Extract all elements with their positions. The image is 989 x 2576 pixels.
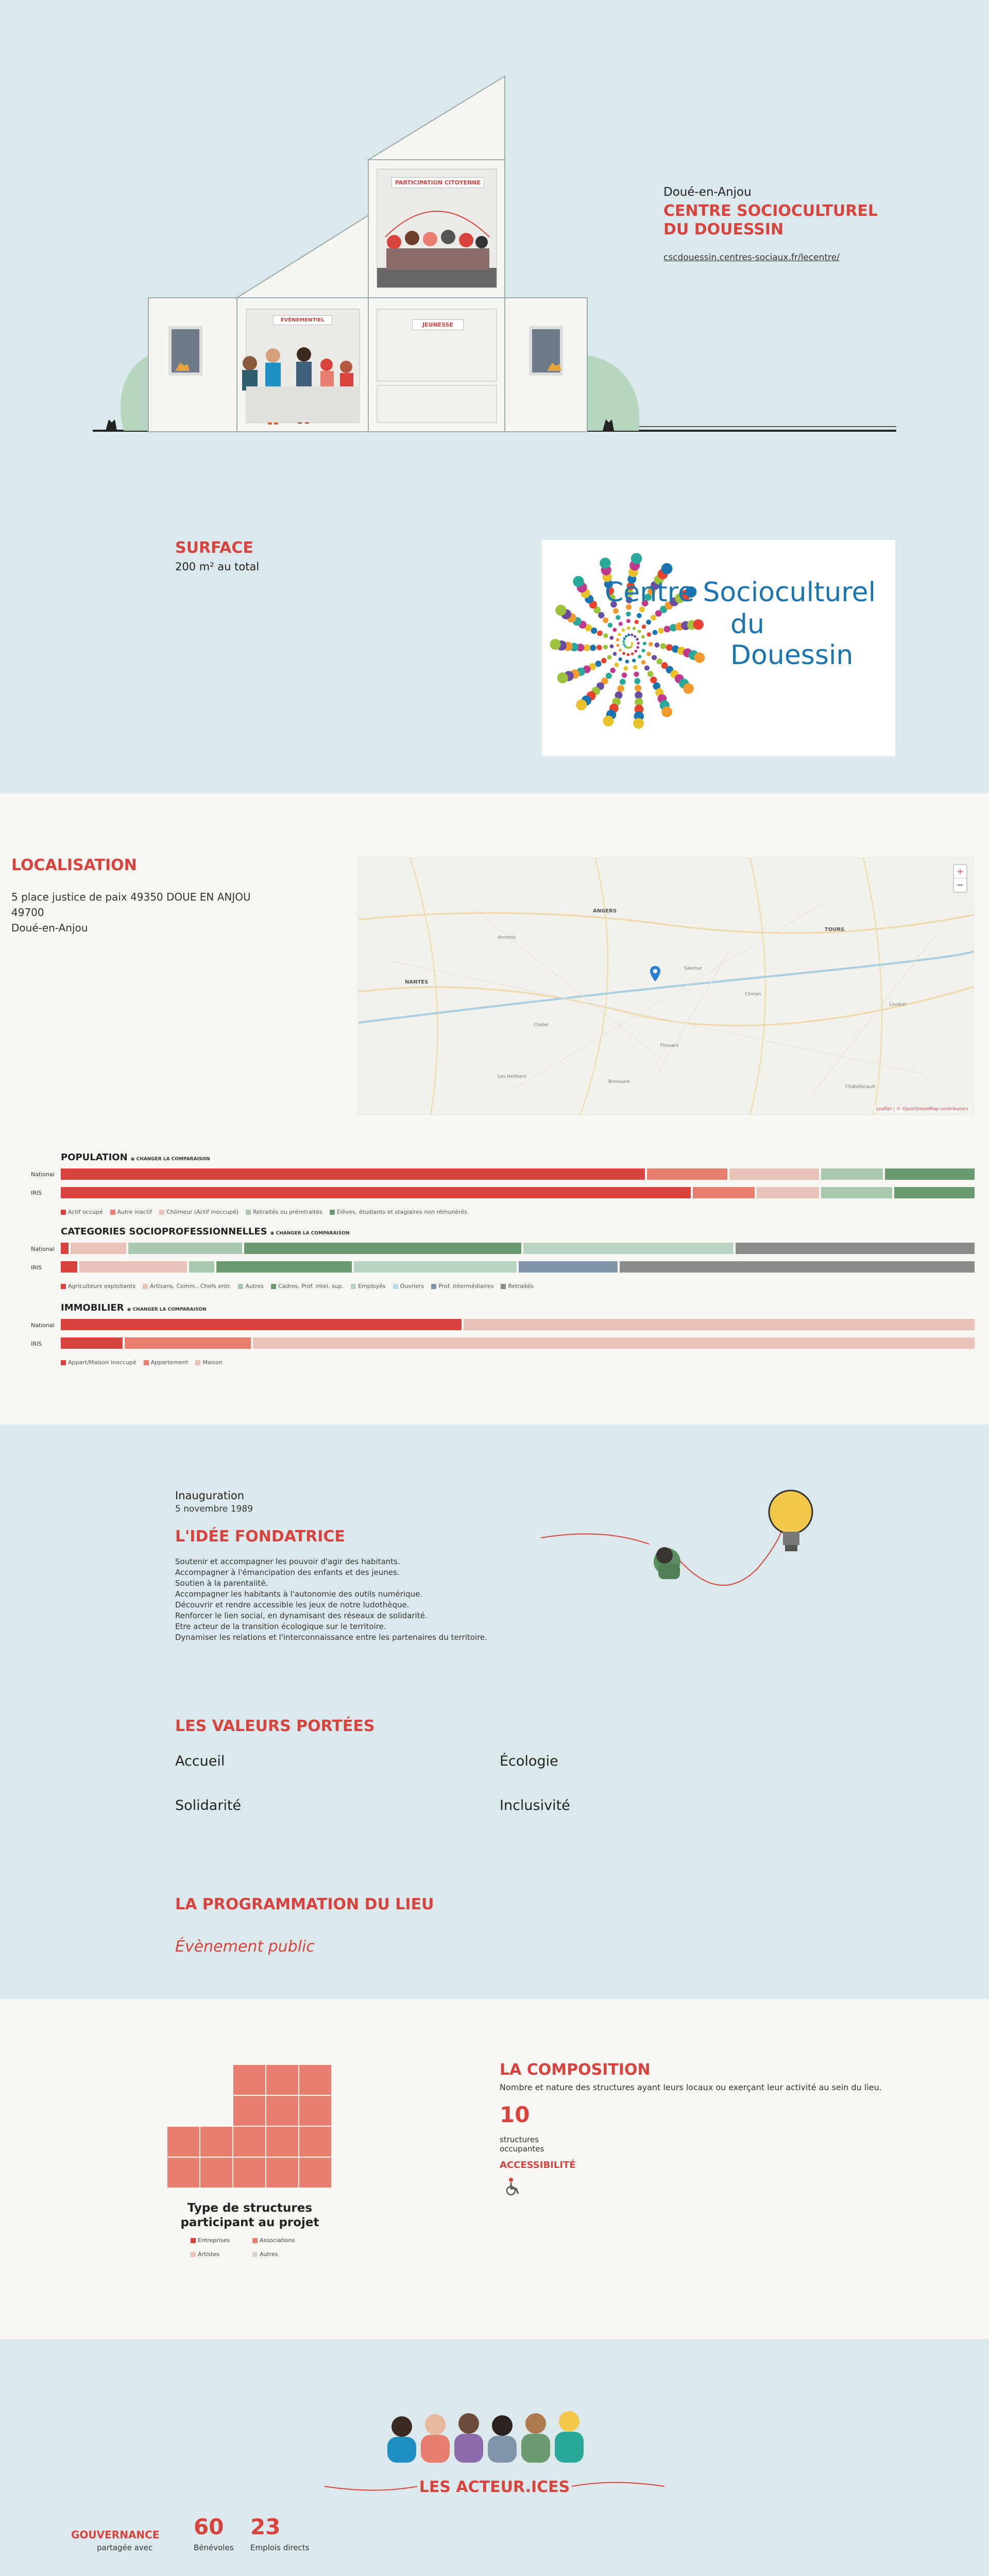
ideas-section bbox=[0, 1425, 989, 1999]
legend-label: Prof. intermédiaires bbox=[438, 1283, 494, 1290]
waffle-cell bbox=[266, 2096, 298, 2126]
hero-section bbox=[0, 0, 989, 474]
bar-segment[interactable] bbox=[647, 1168, 729, 1180]
bar-segment[interactable] bbox=[354, 1261, 519, 1273]
bar-segment[interactable] bbox=[729, 1168, 821, 1180]
immobilier-title-text: IMMOBILIER bbox=[61, 1302, 124, 1313]
map-city-tours: TOURS bbox=[825, 927, 845, 933]
legend-swatch bbox=[110, 1210, 115, 1215]
legend-label: Artisans, Comm., Chefs entr. bbox=[149, 1283, 231, 1290]
legend-item bbox=[501, 1283, 533, 1290]
map-roads bbox=[359, 858, 974, 1115]
idea-line: Dynamiser les relations et l'interconnaissance entre les partenaires du territoire. bbox=[175, 1633, 487, 1642]
population-row-label-iris: IRIS bbox=[31, 1190, 42, 1196]
bar-segment[interactable] bbox=[216, 1261, 354, 1273]
legend-swatch bbox=[246, 1210, 251, 1215]
immobilier-bar-national bbox=[61, 1319, 977, 1330]
house-label-participation: PARTICIPATION CITOYENNE bbox=[391, 177, 484, 188]
emplois-label: Emplois directs bbox=[250, 2543, 310, 2552]
map-city-chinon: Chinon bbox=[745, 992, 761, 997]
waffle-cell bbox=[167, 2127, 199, 2157]
structures-count-label-line2: occupantes bbox=[500, 2144, 544, 2154]
idea-text bbox=[175, 1556, 487, 1643]
map-city-saumur: Saumur bbox=[684, 966, 703, 971]
csp-row-label-iris: IRIS bbox=[31, 1264, 42, 1271]
bar-segment[interactable] bbox=[693, 1187, 757, 1198]
bar-segment[interactable] bbox=[253, 1337, 977, 1349]
legend-label: Retraités bbox=[508, 1283, 534, 1290]
structures-legend bbox=[191, 2237, 314, 2258]
legend-item bbox=[144, 1359, 189, 1366]
legend-item bbox=[191, 2251, 252, 2258]
idea-line: Soutenir et accompagner les pouvoir d'agir des habitants. bbox=[175, 1557, 400, 1566]
immobilier-row-label-iris: IRIS bbox=[31, 1341, 42, 1347]
legend-swatch bbox=[238, 1284, 243, 1289]
legend-item bbox=[61, 1283, 135, 1290]
wheelchair-icon bbox=[505, 2177, 521, 2196]
bar-segment[interactable] bbox=[821, 1187, 894, 1198]
venue-city: Doué-en-Anjou bbox=[663, 185, 752, 199]
immobilier-chart-title bbox=[61, 1302, 207, 1313]
logo-text-line2: du Douessin bbox=[730, 609, 854, 671]
bar-segment[interactable] bbox=[821, 1168, 885, 1180]
legend-label: Ouvriers bbox=[400, 1283, 424, 1290]
legend-item bbox=[238, 1283, 264, 1290]
venue-name-line2: DU DOUESSIN bbox=[663, 221, 784, 239]
map-city-herbiers: Les Herbiers bbox=[498, 1074, 527, 1079]
map[interactable] bbox=[358, 857, 974, 1115]
population-title-text: POPULATION bbox=[61, 1152, 128, 1163]
immobilier-compare-label: CHANGER LA COMPARAISON bbox=[132, 1307, 207, 1312]
venue-name-line1: CENTRE SOCIOCULTUREL bbox=[663, 202, 878, 220]
legend-label: Elèves, étudiants et stagiaires non rémunérés bbox=[336, 1209, 467, 1215]
legend-label: Maison bbox=[202, 1359, 223, 1366]
immobilier-row-label-national: National bbox=[31, 1322, 55, 1329]
population-bar-iris bbox=[61, 1187, 977, 1198]
house-label-evenementiel: ÉVÈNEMENTIEL bbox=[273, 315, 332, 325]
map-city-loudun: Loudun bbox=[889, 1002, 907, 1007]
waffle-cell bbox=[233, 2158, 265, 2188]
csp-legend bbox=[61, 1283, 534, 1290]
idea-line: Renforcer le lien social, en dynamisant des réseaux de solidarité. bbox=[175, 1611, 428, 1620]
legend-item bbox=[271, 1283, 344, 1290]
waffle-cell bbox=[266, 2158, 298, 2188]
venue-website-link[interactable]: cscdouessin.centres-sociaux.fr/lecentre/ bbox=[663, 252, 840, 263]
legend-label: Autres bbox=[245, 1283, 264, 1290]
waffle-cell bbox=[299, 2096, 331, 2126]
bar-segment[interactable] bbox=[61, 1319, 464, 1330]
acteurs-section bbox=[0, 2339, 989, 2576]
bar-segment[interactable] bbox=[757, 1187, 821, 1198]
map-city-cholet: Cholet bbox=[534, 1023, 549, 1028]
idea-line: Etre acteur de la transition écologique sur le territoire. bbox=[175, 1622, 386, 1631]
idea-line: Soutien à la parentalité. bbox=[175, 1579, 268, 1588]
legend-label: Appart/Maison inoccupé bbox=[68, 1359, 137, 1366]
waffle-cell bbox=[266, 2065, 298, 2095]
composition-description: Nombre et nature des structures ayant leurs locaux ou exerçant leur activité au sein du lieu. bbox=[500, 2082, 882, 2092]
immobilier-bar-iris bbox=[61, 1337, 977, 1349]
legend-item bbox=[110, 1209, 152, 1215]
value-item: Écologie bbox=[500, 1753, 558, 1769]
bar-segment[interactable] bbox=[71, 1243, 128, 1254]
zoom-in-button[interactable]: + bbox=[954, 865, 966, 878]
bar-segment[interactable] bbox=[61, 1243, 71, 1254]
map-zoom-controls bbox=[953, 864, 967, 893]
address-line1: 5 place justice de paix 49350 DOUE EN ANJOU bbox=[11, 891, 251, 903]
bar-segment[interactable] bbox=[125, 1337, 253, 1349]
legend-label: Agriculteurs exploitants bbox=[68, 1283, 135, 1290]
venue-logo bbox=[542, 540, 895, 756]
surface-value: 200 m² au total bbox=[175, 561, 260, 573]
bar-segment[interactable] bbox=[189, 1261, 216, 1273]
structures-count-label bbox=[500, 2135, 544, 2154]
legend-item bbox=[159, 1209, 238, 1215]
composition-section bbox=[0, 1999, 989, 2339]
composition-title: LA COMPOSITION bbox=[500, 2061, 651, 2079]
map-city-chatellerault: Châtellerault bbox=[845, 1084, 876, 1090]
csp-bar-national bbox=[61, 1243, 977, 1254]
population-bar-national bbox=[61, 1168, 977, 1180]
legend-swatch bbox=[393, 1284, 398, 1289]
idea-line: Découvrir et rendre accessible les jeux de notre ludothèque. bbox=[175, 1600, 410, 1609]
gouvernance-subtitle: partagée avec bbox=[97, 2543, 153, 2552]
legend-swatch bbox=[159, 1210, 164, 1215]
value-item: Inclusivité bbox=[500, 1798, 570, 1814]
bar-segment[interactable] bbox=[79, 1261, 189, 1273]
legend-label: Chômeur (Actif inoccupé) bbox=[166, 1209, 239, 1215]
waffle-cell bbox=[233, 2127, 265, 2157]
gouvernance-title: GOUVERNANCE bbox=[71, 2529, 160, 2541]
csp-row-label-national: National bbox=[31, 1246, 55, 1252]
bar-segment[interactable] bbox=[523, 1243, 736, 1254]
immobilier-compare-button[interactable]: ◉ CHANGER LA COMPARAISON bbox=[127, 1307, 207, 1312]
lightbulb-illustration bbox=[541, 1486, 871, 1620]
csp-compare-label: CHANGER LA COMPARAISON bbox=[276, 1231, 350, 1236]
map-city-ancenis: Ancenis bbox=[498, 935, 516, 940]
structures-count-label-line1: structures bbox=[500, 2135, 539, 2144]
legend-label: Cadres, Prof. intel. sup. bbox=[278, 1283, 344, 1290]
legend-swatch bbox=[61, 1284, 66, 1289]
immobilier-legend bbox=[61, 1359, 223, 1366]
programmation-item: Évènement public bbox=[175, 1938, 315, 1956]
legend-label: Associations bbox=[260, 2237, 295, 2244]
waffle-cell bbox=[233, 2065, 265, 2095]
structures-count: 10 bbox=[500, 2102, 530, 2127]
accessibility-title: ACCESSIBILITÉ bbox=[500, 2160, 576, 2171]
legend-label: Artistes bbox=[198, 2251, 219, 2258]
legend-item bbox=[246, 1209, 322, 1215]
bar-segment[interactable] bbox=[464, 1319, 977, 1330]
emplois-count: 23 bbox=[250, 2514, 281, 2539]
structures-chart-title bbox=[167, 2201, 332, 2230]
bar-segment[interactable] bbox=[885, 1168, 977, 1180]
population-legend bbox=[61, 1209, 467, 1215]
localisation-title: LOCALISATION bbox=[11, 856, 137, 874]
inauguration-date: 5 novembre 1989 bbox=[175, 1504, 253, 1514]
value-item: Solidarité bbox=[175, 1798, 242, 1814]
population-compare-button[interactable]: ◉ CHANGER LA COMPARAISON bbox=[130, 1157, 210, 1162]
bar-segment[interactable] bbox=[244, 1243, 524, 1254]
bar-segment[interactable] bbox=[128, 1243, 244, 1254]
bar-segment[interactable] bbox=[61, 1187, 693, 1198]
acteurs-title: LES ACTEUR.ICES bbox=[419, 2478, 570, 2496]
legend-swatch bbox=[271, 1284, 276, 1289]
idea-line: Accompagner à l'émancipation des enfants et des jeunes. bbox=[175, 1568, 400, 1577]
waffle-cell bbox=[233, 2096, 265, 2126]
legend-item bbox=[351, 1283, 385, 1290]
bar-segment[interactable] bbox=[736, 1243, 977, 1254]
waffle-cell bbox=[299, 2158, 331, 2188]
house-label-jeunesse: JEUNESSE bbox=[412, 319, 464, 330]
legend-swatch bbox=[330, 1210, 335, 1215]
logo-spiral bbox=[542, 540, 707, 756]
programmation-title: LA PROGRAMMATION DU LIEU bbox=[175, 1895, 434, 1913]
address-line2: 49700 bbox=[11, 906, 44, 919]
logo-text-line1: Centre Socioculturel bbox=[605, 577, 876, 608]
csp-compare-button[interactable]: ◉ CHANGER LA COMPARAISON bbox=[270, 1231, 350, 1236]
legend-item bbox=[143, 1283, 231, 1290]
structures-chart-title-line1: Type de structures bbox=[187, 2201, 313, 2215]
legend-item bbox=[61, 1209, 103, 1215]
waffle-cell bbox=[167, 2158, 199, 2188]
map-city-bressuire: Bressuire bbox=[608, 1079, 630, 1084]
localisation-section bbox=[0, 793, 989, 1425]
legend-label: Appartement bbox=[150, 1359, 189, 1366]
legend-swatch bbox=[143, 1284, 148, 1289]
bar-segment[interactable] bbox=[61, 1261, 79, 1273]
address bbox=[11, 889, 251, 936]
bar-segment[interactable] bbox=[519, 1261, 620, 1273]
legend-item bbox=[431, 1283, 493, 1290]
csp-title-text: CATEGORIES SOCIOPROFESSIONNELLES bbox=[61, 1226, 267, 1237]
legend-label: Autres bbox=[260, 2251, 278, 2258]
csp-bar-iris bbox=[61, 1261, 977, 1273]
legend-label: Retraités ou préretraités bbox=[253, 1209, 322, 1215]
legend-item bbox=[252, 2237, 314, 2244]
waffle-cell bbox=[299, 2127, 331, 2157]
structures-chart-title-line2: participant au projet bbox=[180, 2216, 319, 2229]
legend-swatch bbox=[501, 1284, 506, 1289]
population-compare-label: CHANGER LA COMPARAISON bbox=[136, 1157, 210, 1162]
legend-label: Autre inactif bbox=[117, 1209, 152, 1215]
legend-swatch bbox=[431, 1284, 436, 1289]
legend-label: Entreprises bbox=[198, 2237, 230, 2244]
csp-chart-title bbox=[61, 1226, 350, 1237]
benevoles-count: 60 bbox=[194, 2514, 224, 2539]
map-marker-icon[interactable] bbox=[650, 966, 660, 981]
value-item: Accueil bbox=[175, 1753, 225, 1769]
values-title: LES VALEURS PORTÉES bbox=[175, 1717, 375, 1735]
waffle-cell bbox=[299, 2065, 331, 2095]
idea-title: L'IDÉE FONDATRICE bbox=[175, 1528, 345, 1546]
legend-swatch bbox=[61, 1210, 66, 1215]
legend-swatch bbox=[351, 1284, 356, 1289]
surface-section bbox=[0, 474, 989, 793]
legend-label: Employés bbox=[358, 1283, 386, 1290]
legend-item bbox=[330, 1209, 467, 1215]
bar-segment[interactable] bbox=[894, 1187, 977, 1198]
waffle-cell bbox=[200, 2127, 232, 2157]
legend-item bbox=[393, 1283, 424, 1290]
venue-name bbox=[663, 202, 878, 239]
legend-item bbox=[61, 1359, 137, 1366]
legend-swatch bbox=[144, 1360, 149, 1365]
zoom-out-button[interactable]: − bbox=[957, 880, 964, 890]
address-line3: Doué-en-Anjou bbox=[11, 922, 88, 934]
legend-swatch bbox=[61, 1360, 66, 1365]
waffle-cell bbox=[266, 2127, 298, 2157]
map-city-thouars: Thouars bbox=[660, 1043, 679, 1048]
legend-item bbox=[195, 1359, 223, 1366]
idea-line: Accompagner les habitants à l'autonomie des outils numérique. bbox=[175, 1589, 423, 1599]
map-city-angers: ANGERS bbox=[593, 908, 617, 914]
benevoles-label: Bénévoles bbox=[194, 2543, 234, 2552]
waffle-cell bbox=[200, 2158, 232, 2188]
population-row-label-national: National bbox=[31, 1171, 55, 1178]
people-illustration bbox=[376, 2401, 623, 2468]
legend-item bbox=[191, 2237, 252, 2244]
map-attribution[interactable]: Leaflet | © OpenStreetMap contributors bbox=[874, 1106, 970, 1112]
surface-title: SURFACE bbox=[175, 539, 253, 557]
bar-segment[interactable] bbox=[61, 1168, 647, 1180]
inauguration-label: Inauguration bbox=[175, 1489, 245, 1502]
legend-item bbox=[252, 2251, 314, 2258]
population-chart-title bbox=[61, 1152, 210, 1163]
bar-segment[interactable] bbox=[61, 1337, 125, 1349]
map-city-nantes: NANTES bbox=[405, 979, 429, 985]
bar-segment[interactable] bbox=[620, 1261, 977, 1273]
structures-waffle-chart bbox=[167, 2065, 332, 2189]
legend-swatch bbox=[195, 1360, 200, 1365]
legend-label: Actif occupé bbox=[68, 1209, 103, 1215]
